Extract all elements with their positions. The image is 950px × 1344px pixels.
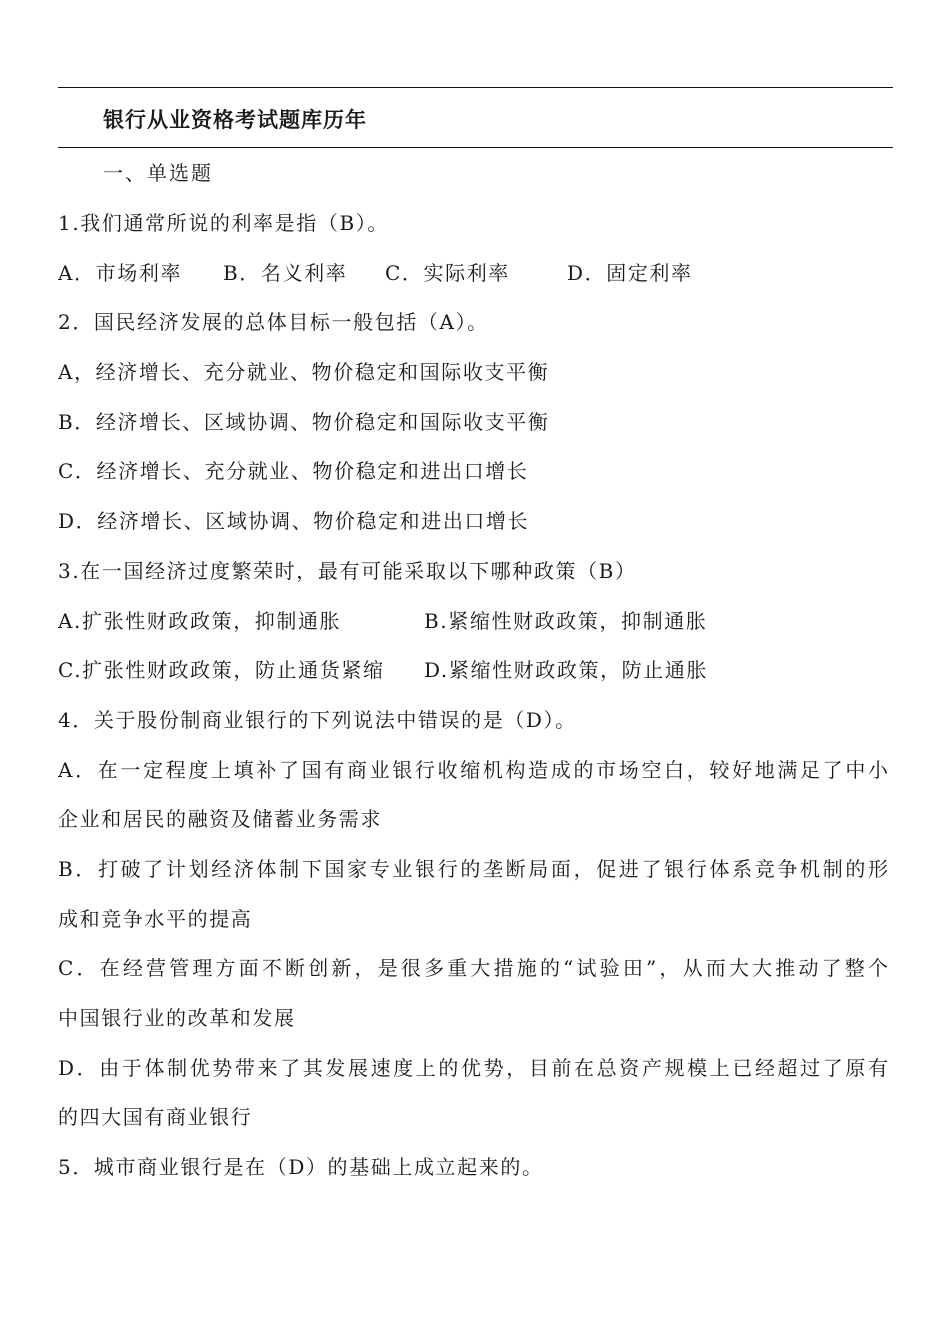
question-4-option-a-line1: A．在一定程度上填补了国有商业银行收缩机构造成的市场空白，较好地满足了中小 [58, 757, 888, 782]
question-2-option-c: C．经济增长、充分就业、物价稳定和进出口增长 [58, 459, 529, 484]
option-a: A.扩张性财政政策，抑制通胀 [58, 608, 342, 633]
section-heading: 一、单选题 [103, 161, 213, 185]
question-4-option-d-line2: 的四大国有商业银行 [58, 1105, 253, 1130]
question-list [58, 206, 888, 1200]
question-4-option-b-line2: 成和竞争水平的提高 [58, 906, 253, 931]
question-2-stem: 2．国民经济发展的总体目标一般包括（A）。 [58, 310, 489, 335]
option-b: B．名义利率 [223, 260, 348, 285]
question-1-options [58, 256, 888, 306]
question-2-option-b: B．经济增长、区域协调、物价稳定和国际收支平衡 [58, 409, 550, 434]
option-b: B.紧缩性财政政策，抑制通胀 [424, 608, 708, 633]
question-3-stem: 3.在一国经济过度繁荣时，最有可能采取以下哪种政策（B） [58, 558, 637, 583]
option-a: A．市场利率 [58, 260, 183, 285]
question-5-stem: 5．城市商业银行是在（D）的基础上成立起来的。 [58, 1155, 544, 1180]
question-4-stem: 4．关于股份制商业银行的下列说法中错误的是（D）。 [58, 707, 577, 732]
option-c: C．实际利率 [385, 260, 510, 285]
question-4-option-d-line1: D．由于体制优势带来了其发展速度上的优势，目前在总资产规模上已经超过了原有 [58, 1055, 888, 1080]
question-1-stem: 1.我们通常所说的利率是指（B）。 [58, 211, 389, 235]
option-d: D．固定利率 [567, 260, 693, 285]
header-rule-top [58, 87, 893, 88]
question-3-options-ab [58, 604, 888, 654]
question-2-option-d: D．经济增长、区域协调、物价稳定和进出口增长 [58, 509, 530, 534]
header-rule-bottom [58, 147, 893, 148]
question-4-option-c-line1: C．在经营管理方面不断创新，是很多重大措施的“试验田”，从而大大推动了整个 [58, 956, 888, 981]
question-4-option-b-line1: B．打破了计划经济体制下国家专业银行的垄断局面，促进了银行体系竞争机制的形 [58, 856, 888, 881]
option-d: D.紧缩性财政政策，防止通胀 [424, 658, 709, 683]
question-2-option-a: A，经济增长、充分就业、物价稳定和国际收支平衡 [58, 360, 550, 385]
question-4-option-a-line2: 企业和居民的融资及储蓄业务需求 [58, 807, 382, 832]
option-c: C.扩张性财政政策，防止通货紧缩 [58, 658, 385, 683]
document-title: 银行从业资格考试题库历年 [103, 107, 367, 132]
question-3-options-cd [58, 653, 888, 703]
question-4-option-c-line2: 中国银行业的改革和发展 [58, 1006, 296, 1030]
